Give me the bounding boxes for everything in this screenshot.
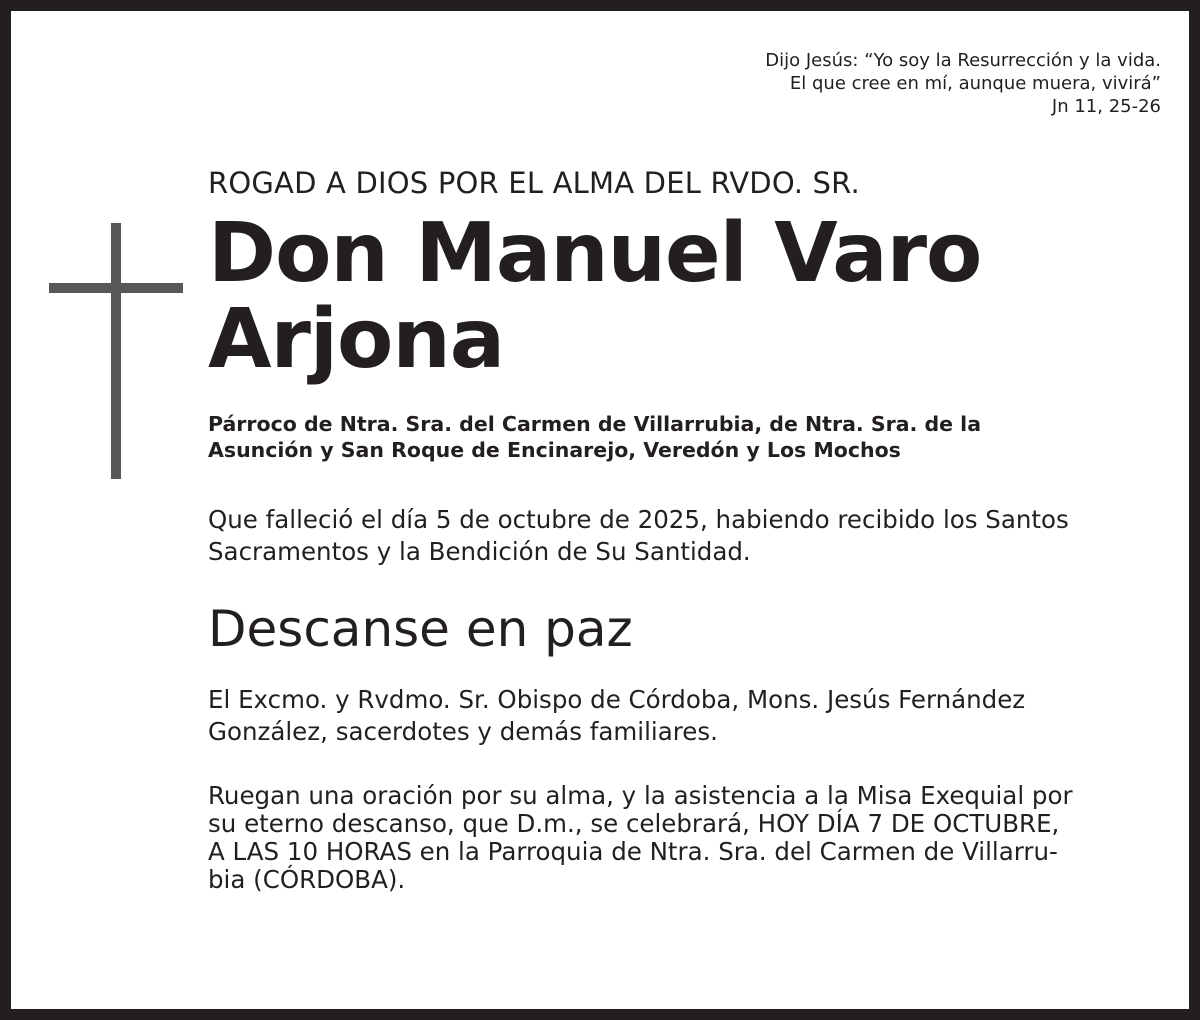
mass-line-4: bia (CÓRDOBA). <box>208 865 406 894</box>
bible-quote-reference: Jn 11, 25-26 <box>1051 96 1161 117</box>
bible-quote-line-1: Dijo Jesús: “Yo soy la Resurrección y la vida. <box>765 50 1161 71</box>
deceased-name-line-2: Arjona <box>208 292 505 387</box>
deceased-role-line-1: Párroco de Ntra. Sra. del Carmen de Villarrubia, de Ntra. Sra. de la <box>208 412 982 436</box>
deceased-role-line-2: Asunción y San Roque de Encinarejo, Veredón y Los Mochos <box>208 438 901 462</box>
death-notice <box>208 504 1188 568</box>
bible-quote-line-2: El que cree en mí, aunque muera, vivirá” <box>789 73 1161 94</box>
deceased-name-line-1: Don Manuel Varo <box>208 206 982 301</box>
family-paragraph <box>208 684 1188 748</box>
mass-line-3: A LAS 10 HORAS en la Parroquia de Ntra. Sra. del Carmen de Villarru- <box>208 837 1058 866</box>
intro-line: ROGAD A DIOS POR EL ALMA DEL RVDO. SR. <box>208 166 860 200</box>
cross-vertical-bar <box>111 223 121 479</box>
mass-line-1: Ruegan una oración por su alma, y la asistencia a la Misa Exequial por <box>208 781 1073 810</box>
obituary-body <box>208 163 1188 894</box>
cross-horizontal-bar <box>49 283 183 293</box>
family-line-2: González, sacerdotes y demás familiares. <box>208 717 718 746</box>
deceased-role <box>208 411 1188 463</box>
rest-in-peace-heading: Descanse en paz <box>208 600 633 658</box>
latin-cross-icon <box>49 223 183 479</box>
death-notice-line-1: Que falleció el día 5 de octubre de 2025, habiendo recibido los Santos <box>208 505 1069 534</box>
deceased-name <box>208 206 1188 387</box>
mass-line-2: su eterno descanso, que D.m., se celebrará, HOY DÍA 7 DE OCTUBRE, <box>208 809 1060 838</box>
death-notice-line-2: Sacramentos y la Bendición de Su Santidad. <box>208 537 751 566</box>
funeral-mass-paragraph <box>208 782 1188 894</box>
family-line-1: El Excmo. y Rvdmo. Sr. Obispo de Córdoba, Mons. Jesús Fernández <box>208 685 1026 714</box>
bible-quote <box>765 49 1161 118</box>
